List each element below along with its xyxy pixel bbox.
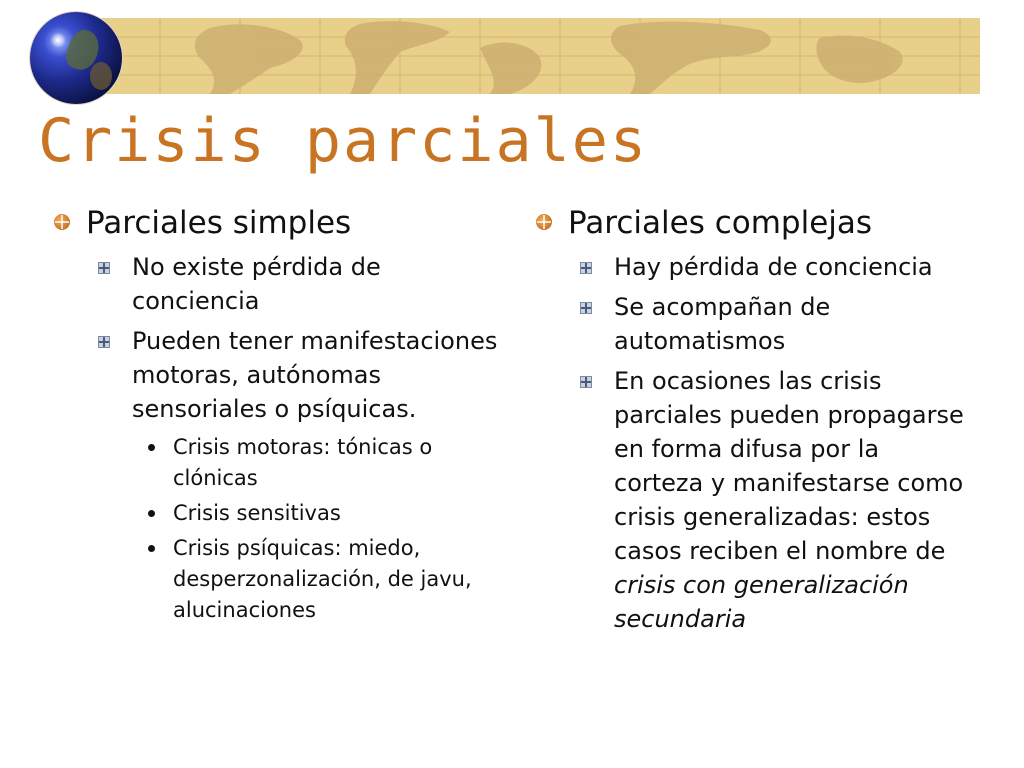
globe-highlight [50, 32, 66, 48]
bullet-level1 [52, 204, 502, 242]
dot-bullet-icon [148, 510, 155, 517]
square-cross-bullet-icon [580, 376, 592, 388]
dot-bullet-icon [148, 444, 155, 451]
bullet-level3 [148, 432, 502, 494]
square-cross-bullet-icon [580, 262, 592, 274]
bullet-level2 [98, 324, 502, 426]
right-column [534, 204, 974, 642]
sub-bullet-text: Crisis sensitivas [173, 501, 341, 525]
heading-parciales-complejas: Parciales complejas [568, 205, 873, 241]
world-map-graphic [60, 18, 980, 94]
bullet-level2 [580, 250, 974, 284]
bullet-level2 [580, 364, 974, 636]
dot-bullet-icon [148, 545, 155, 552]
bullet-level3 [148, 533, 502, 626]
bullet-level2 [580, 290, 974, 358]
bullet-text: En ocasiones las crisis parciales pueden propagarse en forma difusa por la corteza y manifestarse como crisis generalizadas: estos casos reciben el nombre de [614, 367, 964, 565]
heading-parciales-simples: Parciales simples [86, 205, 352, 241]
globe-landmass [90, 62, 112, 90]
square-cross-bullet-icon [98, 336, 110, 348]
bullet-level3 [148, 498, 502, 529]
left-column [52, 204, 502, 630]
bullet-text: Se acompañan de automatismos [614, 293, 831, 355]
italic-term: crisis con generalización secundaria [614, 571, 909, 633]
sub-bullet-text: Crisis motoras: tónicas o clónicas [173, 435, 433, 490]
square-cross-bullet-icon [580, 302, 592, 314]
bullet-text: Hay pérdida de conciencia [614, 253, 933, 281]
bullet-level2 [98, 250, 502, 318]
bullet-text: No existe pérdida de conciencia [132, 253, 381, 315]
orange-sphere-bullet-icon [536, 214, 552, 230]
orange-sphere-bullet-icon [54, 214, 70, 230]
page-title: Crisis parciales [38, 106, 648, 176]
map-banner [60, 18, 980, 94]
bullet-text: Pueden tener manifestaciones motoras, autónomas sensoriales o psíquicas. [132, 327, 498, 423]
globe-icon [30, 12, 122, 104]
bullet-text-with-italic [614, 364, 974, 636]
bullet-level1 [534, 204, 974, 242]
square-cross-bullet-icon [98, 262, 110, 274]
sub-bullet-text: Crisis psíquicas: miedo, desperzonalización, de javu, alucinaciones [173, 536, 472, 622]
